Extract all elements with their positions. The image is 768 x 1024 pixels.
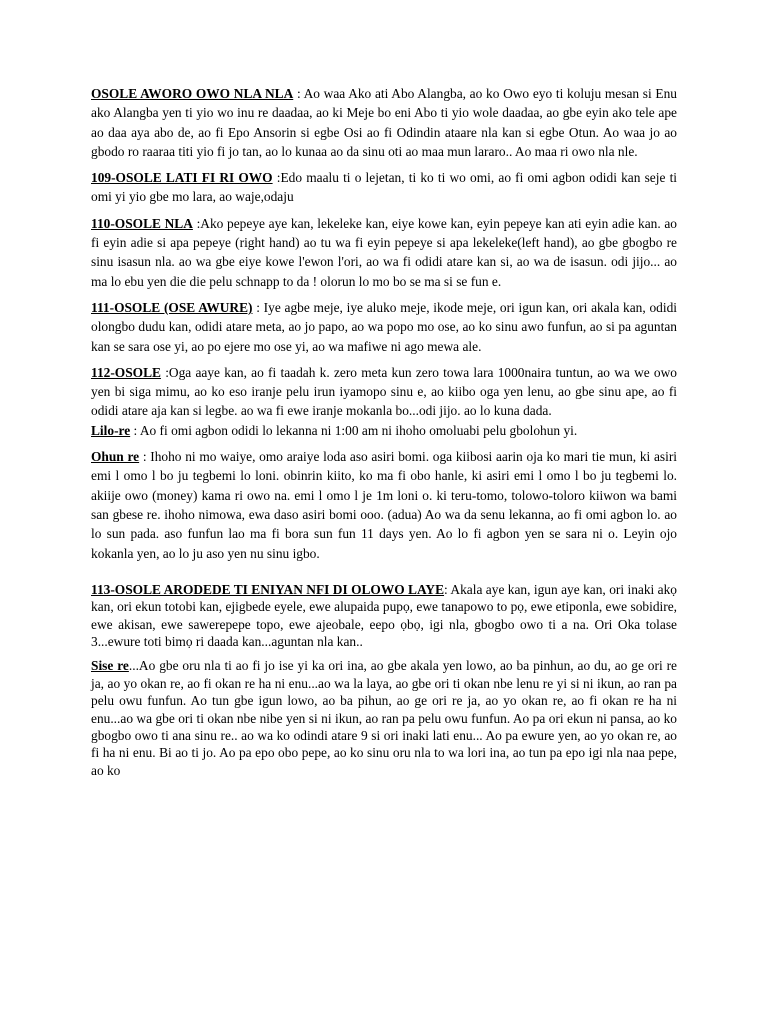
heading-112: 112-OSOLE [91, 364, 161, 380]
heading-osole-aworo: OSOLE AWORO OWO NLA NLA [91, 86, 294, 101]
body-113: : Akala aye kan, igun aye kan, ori inaki akọ kan, ori ekun totobi kan, ejigbede eyele, ewe alupaida pupọ, ewe tanapowo to pọ, ewe etiponla, ewe sobidire, ewe akisan, ewe sawerepepe topo, ewe ajeobale, eepo ọbọ, igi nla, gbogbo owo ti a na. Ori Oka tolase 3...ewure toti bimọ ri daada kan...aguntan nla kan.. [91, 581, 677, 650]
heading-109: 109-OSOLE LATI FI RI OWO [91, 170, 273, 186]
heading-lilo-re: Lilo-re [91, 422, 131, 438]
paragraph-110 [91, 214, 677, 291]
paragraph-109 [91, 168, 677, 207]
heading-sise-re: Sise re [91, 658, 129, 674]
body-109: :Edo maalu ti o lejetan, ti ko ti wo omi, ao fi omi agbon odidi kan seje ti omi yi yio gbe mo lara, ao waje,odaju [91, 170, 678, 205]
paragraph-lilo-re [91, 421, 677, 440]
paragraph-sise-re [91, 657, 677, 779]
body-osole-aworo: : Ao waa Ako ati Abo Alangba, ao ko Owo eyo ti koluju mesan si Enu ako Alangba yen ti yio wo inu re daadaa, ao ki Meje bo eni Abo ti yio wole daadaa, ao gbe eyin ako tele ape ao daa aya abo de, ao fi Epo Ansorin si egbe Osi ao fi Odindin ataare nla kan si egbe Otun. Ao waa jo ao gbodo ro raaraa titi yio fi jo tan, ao lo kunaa ao da sinu oti ao maa mun lararo.. Ao maa ri owo nla nle. [91, 86, 677, 159]
document-page [91, 84, 677, 779]
paragraph-osole-aworo [91, 84, 677, 161]
body-ohun-re: : Ihoho ni mo waiye, omo araiye loda aso asiri bomi. oga kiibosi aarin oja ko mari tie mun, ki asiri emi l omo l bo ju tegbemi lo loni. obinrin kiito, ko ma fi obo hanle, ki asiri emi l omo l bo ju tegbemi lo. akiije owo (money) kama ri owo na. emi l omo l je 1m loni o. ki teru-tomo, tolowo-toloro kiiwon wa bami san gbese re. ihoho nimowa, ewa daso asiri bomi ooo. (adua) Ao wa da senu lekanna, ao fi omi agbon lo. ao lo sun pada. aso funfun lao ma fi bora sun fun 11 days yen. Ao lo fi agbon yen se sara ni o. Leyin ojo kokanla yen, ao lo ju aso yen nu sinu igbo. [91, 449, 678, 561]
heading-110: 110-OSOLE NLA [91, 215, 193, 231]
paragraph-113 [91, 581, 677, 651]
heading-113: 113-OSOLE ARODEDE TI ENIYAN NFI DI OLOWO LAYE [91, 581, 445, 597]
heading-111: 111-OSOLE (OSE AWURE) [91, 299, 253, 315]
paragraph-112 [91, 363, 677, 421]
body-lilo-re: : Ao fi omi agbon odidi lo lekanna ni 1:00 am ni ihoho omoluabi pelu gbolohun yi. [130, 422, 578, 438]
body-110: :Ako pepeye aye kan, lekeleke kan, eiye kowe kan, eyin pepeye kan ati eyin adie kan. ao fi eyin adie si apa pepeye (right hand) ao tu wa fi eyin pepeye si apa lekeleke(left hand), ao gbe gbogbo re sinu isasun nla. ao wa gbe eiye kowe l'ewon l'ori, ao wa fi odidi atare kan si, ao wa de isasun. odi jijo... ao ma lo ebu yen die die pelu schnapp to da ! olorun lo mo bo se ma si se fun e. [91, 215, 677, 289]
paragraph-111 [91, 298, 677, 356]
body-sise-re: ...Ao gbe oru nla ti ao fi jo ise yi ka ori ina, ao gbe akala yen lowo, ao ba pinhun, ao du, ao ge ori re ja, ao yo okan re, ao fi okan re ha ni enu...ao wa la laya, ao gbe ori ti okan nbe lenu re yi si ni ikun, ao ran pa pelu owu funfun. Ao tun gbe igun lowo, ao ba pihun, ao ge ori re ja, ao yo okan re, ao fi okan re ha ni enu...ao wa gbe ori ti okan nbe nibe yen si ni ikun, ao ran pa pelu owu funfun. Ao pa ori ekun ni pansa, ao ko gbogbo owo ti ana sinu re.. ao wa ko odindi atare 9 si ori inaki lati enu... Ao pa ewure yen, ao yo okan re, ao fi ha ni enu. Bi ao ti jo. Ao pa epo obo pepe, ao ko sinu oru nla to wa lori ina, ao tun pa epo igi nla naa pepe, ao ko [91, 658, 677, 778]
body-111: : Iye agbe meje, iye aluko meje, ikode meje, ori igun kan, ori akala kan, odidi olongbo dudu kan, odidi atare meta, ao jo papo, ao wa popo mo ose, ao ko sinu awo funfun, ao si pa aguntan kan se sara ose yi, ao po ejere mo ose yi, ao wa mafiwe ni ago mewa ale. [91, 299, 677, 354]
body-112: :Oga aaye kan, ao fi taadah k. zero meta kun zero towa lara 1000naira tuntun, ao wa we owo yen bi siga mimu, ao ko eso iranje pelu irun iyamopo sinu e, ao kiibo oga yen lenu, ao gbe sinu ape, ao fi odidi atare aja kan si legbe. ao wa fi ewe iranje mokanla bo...odi jijo. ao lo kuna dada. [91, 364, 677, 419]
heading-ohun-re: Ohun re [91, 449, 140, 465]
paragraph-ohun-re [91, 447, 677, 563]
